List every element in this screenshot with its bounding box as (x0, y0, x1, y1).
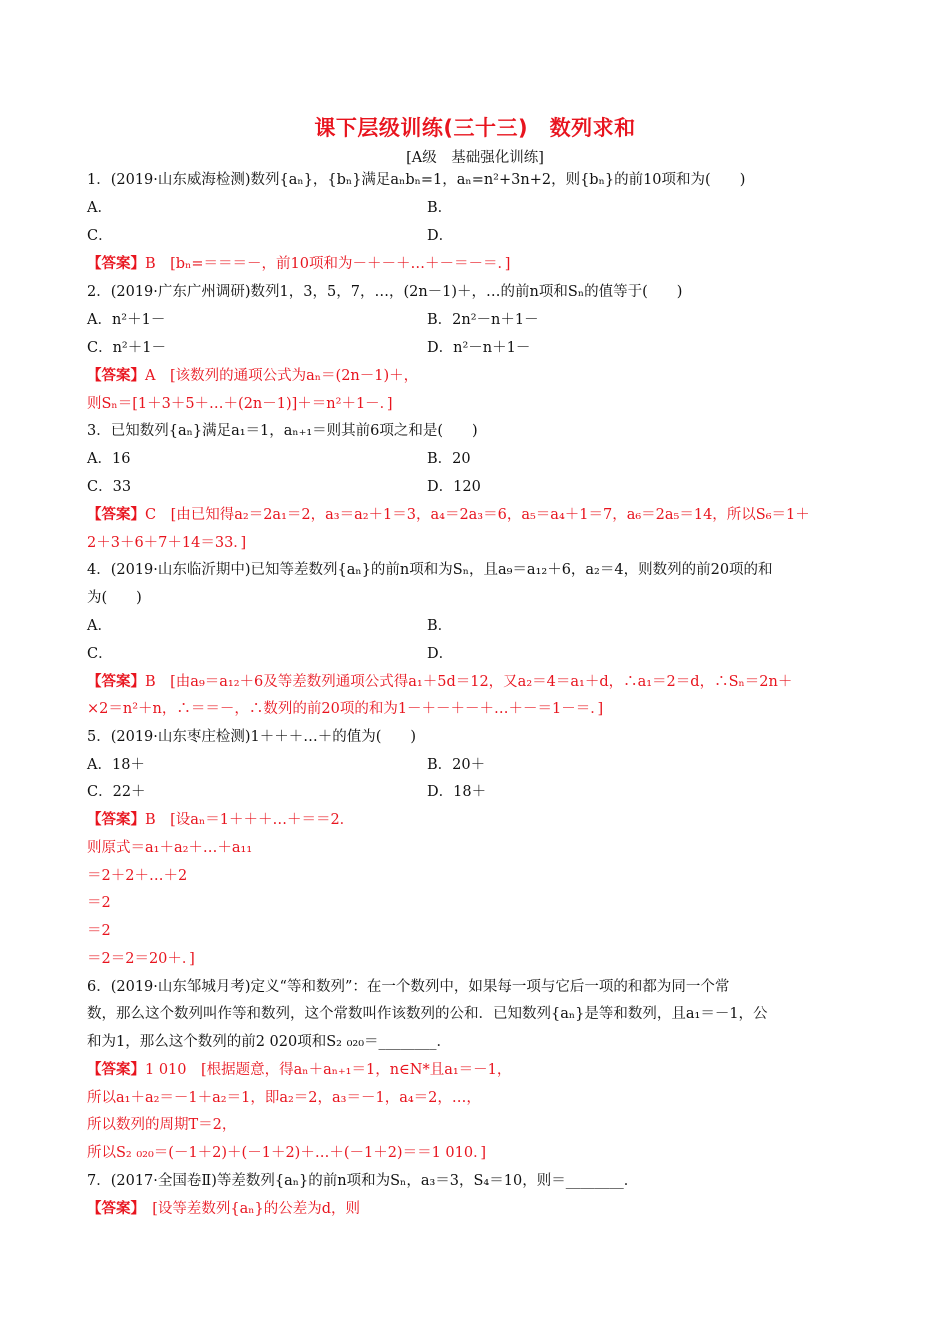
line-text: 和为1，那么这个数列的前2 020项和S₂ ₀₂₀＝________． (87, 1034, 452, 1050)
solution-line (87, 921, 111, 941)
line-text: A．n²＋1－ (87, 312, 166, 328)
solution-line (87, 394, 393, 414)
text-line (87, 755, 145, 775)
line-text: D．18＋ (427, 784, 487, 800)
answer-line (87, 254, 510, 274)
line-text: A．18＋ (87, 757, 145, 773)
solution-line (87, 838, 252, 858)
line-text: B．20 (427, 451, 471, 467)
text-line (427, 477, 481, 497)
line-text: B．2n²－n＋1－ (427, 312, 539, 328)
line-text: D． (427, 228, 454, 244)
line-text: 5．(2019·山东枣庄检测)1＋＋＋…＋的值为( ) (87, 729, 417, 745)
text-line (87, 198, 112, 218)
text-line (87, 310, 165, 330)
text-line (87, 338, 166, 358)
answer-tag: 【答案】 (87, 256, 145, 272)
answer-line (87, 366, 418, 386)
solution-line (87, 533, 246, 553)
text-line (87, 1032, 451, 1052)
line-text: 所以S₂ ₀₂₀＝(－1＋2)＋(－1＋2)＋…＋(－1＋2)＝＝1 010．] (87, 1145, 487, 1161)
line-text: 为( ) (87, 590, 142, 606)
line-text: B [由a₉＝a₁₂＋6及等差数列通项公式得a₁＋5d＝12，又a₂＝4＝a₁＋d，∴a₁＝2＝d，∴Sₙ＝2n＋ (145, 674, 793, 690)
line-text: B [设aₙ＝1＋＋＋…＋＝＝2． (145, 812, 355, 828)
line-text: ＝2 (87, 895, 111, 911)
text-line (87, 1171, 638, 1191)
solution-line (87, 866, 187, 886)
line-text: B． (427, 618, 453, 634)
text-line (87, 449, 130, 469)
text-line (87, 616, 112, 636)
line-text: 则原式＝a₁＋a₂＋…＋a₁₁ (87, 840, 253, 856)
text-line (427, 310, 539, 330)
solution-line (87, 1143, 486, 1163)
line-text: B． (427, 200, 453, 216)
text-line (87, 782, 146, 802)
line-text: A． (87, 618, 112, 634)
line-text: ×2＝n²＋n，∴＝＝－，∴数列的前20项的和为1－＋－＋－＋…＋－＝1－＝．] (87, 701, 604, 717)
answer-line (87, 505, 810, 525)
solution-line (87, 1115, 236, 1135)
text-line (87, 560, 773, 580)
line-text: A [该数列的通项公式为aₙ＝(2n－1)＋， (145, 368, 419, 384)
line-text: C．22＋ (87, 784, 146, 800)
text-line (87, 977, 729, 997)
solution-line (87, 949, 195, 969)
solution-line (87, 699, 603, 719)
text-line (87, 644, 113, 664)
solution-line (87, 893, 111, 913)
answer-line (87, 672, 792, 692)
line-text: D．n²－n＋1－ (427, 340, 531, 356)
text-line (87, 1004, 768, 1024)
line-text: 7．(2017·全国卷Ⅱ)等差数列{aₙ}的前n项和为Sₙ，a₃＝3，S₄＝10，则＝________． (87, 1173, 639, 1189)
line-text: 所以数列的周期T＝2， (87, 1117, 237, 1133)
line-text: 2＋3＋6＋7＋14＝33．] (87, 535, 247, 551)
answer-tag: 【答案】 (87, 1062, 145, 1078)
line-text: C． (87, 228, 113, 244)
text-line (87, 226, 113, 246)
line-text: C．33 (87, 479, 132, 495)
line-text: 4．(2019·山东临沂期中)已知等差数列{aₙ}的前n项和为Sₙ，且a₉＝a₁₂＋6，a₂＝4，则数列的前20项的和 (87, 562, 773, 578)
answer-tag: 【答案】 (87, 507, 145, 523)
page-title: 课下层级训练(三十三) 数列求和 (314, 116, 636, 140)
answer-tag: 【答案】 (87, 368, 145, 384)
text-line (427, 338, 530, 358)
text-line (427, 782, 486, 802)
text-line (87, 727, 416, 747)
line-text: C．n²＋1－ (87, 340, 166, 356)
line-text: D． (427, 646, 454, 662)
line-text: D．120 (427, 479, 481, 495)
line-text: [设等差数列{aₙ}的公差为d，则 (137, 1201, 361, 1217)
solution-line (87, 1088, 481, 1108)
answer-tag: 【答案】 (87, 812, 145, 828)
line-text: C [由已知得a₂＝2a₁＝2，a₃＝a₂＋1＝3，a₄＝2a₃＝6，a₅＝a₄＋1＝7，a₆＝2a₅＝14，所以S₆＝1＋ (145, 507, 810, 523)
line-text: 2．(2019·广东广州调研)数列1，3，5，7，…，(2n－1)＋，…的前n项和Sₙ的值等于( ) (87, 284, 683, 300)
text-line (427, 198, 452, 218)
line-text: 则Sₙ＝[1＋3＋5＋…＋(2n－1)]＋＝n²＋1－．] (87, 396, 393, 412)
text-line (427, 449, 471, 469)
answer-line (87, 810, 354, 830)
answer-tag: 【答案】 (87, 1201, 138, 1217)
line-text: B [bₙ=＝＝＝－，前10项和为－＋－＋…＋－＝－＝．] (145, 256, 511, 272)
text-line (87, 282, 682, 302)
line-text: 所以a₁＋a₂＝－1＋a₂＝1，即a₂＝2，a₃＝－1，a₄＝2，…， (87, 1090, 481, 1106)
text-line (427, 644, 453, 664)
line-text: C． (87, 646, 113, 662)
line-text: A． (87, 200, 112, 216)
section-subtitle: [A级 基础强化训练] (406, 150, 544, 166)
text-line (87, 421, 478, 441)
line-text: ＝2 (87, 923, 111, 939)
text-line (87, 170, 745, 190)
answer-line (87, 1060, 511, 1080)
line-text: 数，那么这个数列叫作等和数列，这个常数叫作该数列的公和．已知数列{aₙ}是等和数列，且a₁＝－1，公 (87, 1006, 768, 1022)
line-text: ＝2＋2＋…＋2 (87, 868, 188, 884)
line-text: ＝2＝2＝20＋．] (87, 951, 195, 967)
answer-tag: 【答案】 (87, 674, 145, 690)
line-text: B．20＋ (427, 757, 486, 773)
line-text: 6．(2019·山东邹城月考)定义“等和数列”：在一个数列中，如果每一项与它后一项的和都为同一个常 (87, 979, 730, 995)
line-text: 1．(2019·山东威海检测)数列{aₙ}，{bₙ}满足aₙbₙ=1，aₙ=n²+3n+2，则{bₙ}的前10项和为( ) (87, 172, 746, 188)
text-line (427, 616, 452, 636)
text-line (87, 588, 142, 608)
line-text: 3．已知数列{aₙ}满足a₁＝1，aₙ₊₁＝则其前6项之和是( ) (87, 423, 478, 439)
line-text: 1 010 [根据题意，得aₙ＋aₙ₊₁＝1，n∈N*且a₁＝－1， (145, 1062, 512, 1078)
text-line (427, 226, 453, 246)
line-text: A．16 (87, 451, 131, 467)
text-line (427, 755, 485, 775)
text-line (87, 477, 131, 497)
answer-line (87, 1199, 360, 1219)
